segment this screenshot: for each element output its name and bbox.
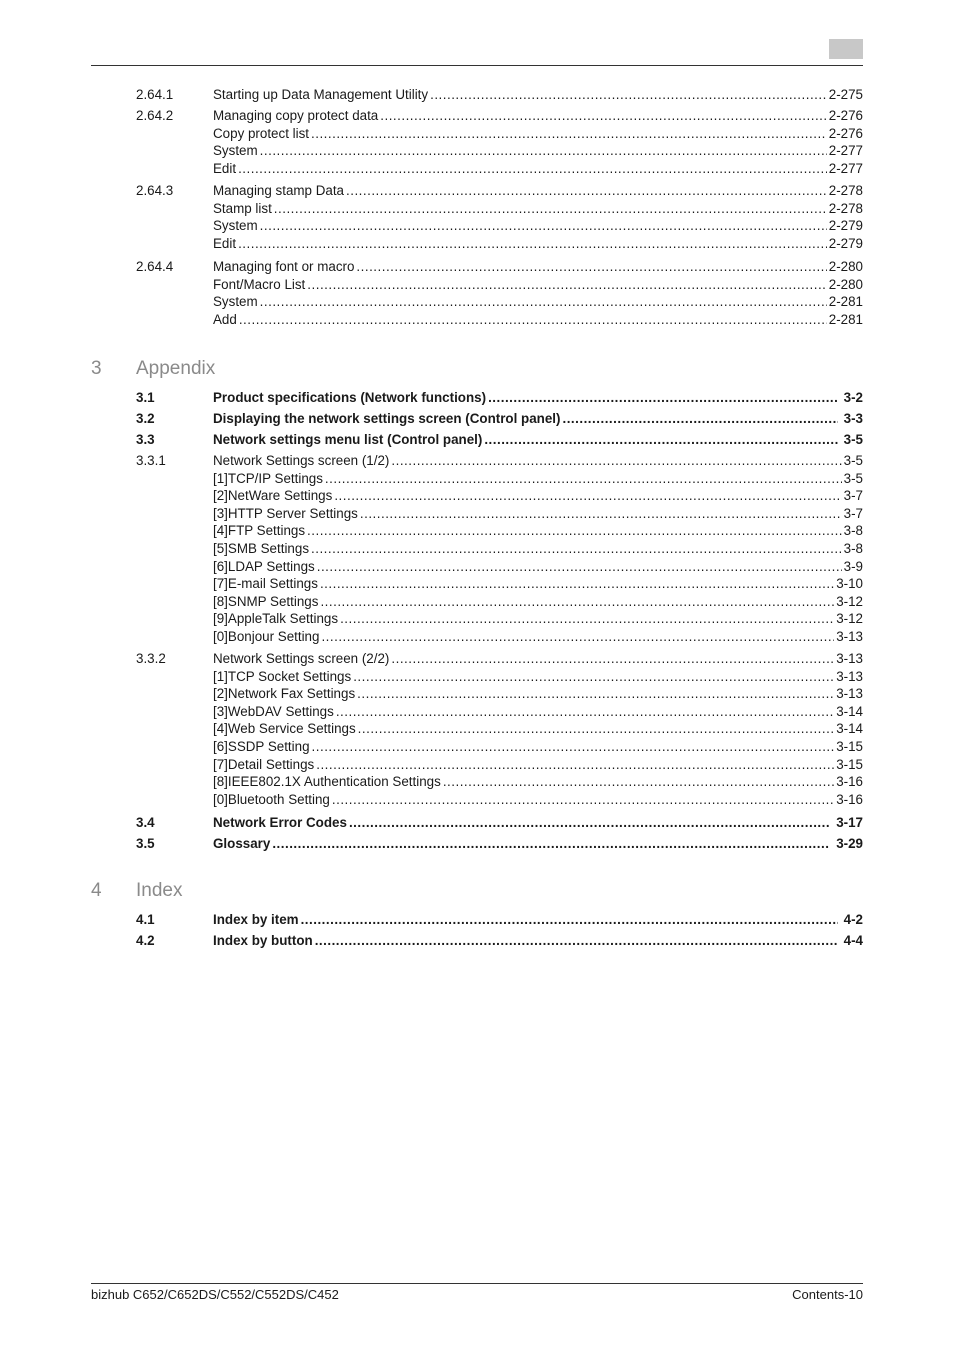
toc-page-number: 3-9 [843, 558, 863, 574]
toc-entry-row [213, 668, 863, 686]
toc-entry-row [213, 756, 863, 774]
toc-entry[interactable] [0, 142, 954, 160]
toc-leader-dots [316, 756, 834, 774]
toc-entry-row [213, 685, 863, 703]
toc-entry-row [213, 86, 863, 104]
toc-entry-row [213, 773, 863, 791]
toc-entry-row [213, 200, 863, 218]
toc-leader-dots [484, 431, 837, 449]
toc-leader-dots [315, 932, 838, 950]
toc-leader-dots [430, 86, 827, 104]
toc-section-number: 3.2 [136, 411, 155, 426]
toc-leader-dots [260, 293, 827, 311]
toc-page-number: 2-279 [828, 235, 863, 251]
toc-entry-title: [2]Network Fax Settings [213, 686, 356, 702]
toc-page-number: 2-280 [828, 276, 863, 292]
toc-entry-row [213, 610, 863, 628]
toc-page-number: 3-8 [843, 540, 863, 556]
toc-entry[interactable] [0, 125, 954, 143]
footer-product-name: bizhub C652/C652DS/C552/C552DS/C452 [91, 1287, 339, 1302]
toc-leader-dots [391, 650, 834, 668]
toc-section-number: 3.5 [136, 836, 155, 851]
toc-page-number: 3-13 [836, 686, 863, 702]
toc-leader-dots [488, 389, 838, 407]
toc-entry-title: Network settings menu list (Control panel) [213, 432, 483, 447]
toc-leader-dots [358, 720, 835, 738]
toc-entry[interactable] [0, 835, 954, 853]
toc-section-number: 2.64.1 [136, 87, 174, 102]
toc-entry[interactable] [0, 540, 954, 558]
chapter-title: Index [136, 880, 183, 901]
toc-leader-dots [238, 160, 827, 178]
toc-entry[interactable] [0, 160, 954, 178]
toc-section [0, 452, 954, 646]
toc-entry-title: [6]LDAP Settings [213, 558, 315, 574]
toc-entry[interactable] [0, 791, 954, 809]
toc-entry[interactable] [0, 217, 954, 235]
toc-entry-title: System [213, 294, 258, 310]
toc-page-number: 3-14 [836, 703, 863, 719]
toc-entry[interactable] [0, 410, 954, 428]
toc-entry-title: Network Settings screen (1/2) [213, 453, 390, 468]
toc-entry-title: Glossary [213, 836, 271, 851]
toc-entry-title: [3]HTTP Server Settings [213, 505, 358, 521]
toc-leader-dots [336, 703, 834, 721]
toc-section-number: 3.3.1 [136, 453, 166, 468]
toc-entry[interactable] [0, 703, 954, 721]
toc-entry[interactable] [0, 773, 954, 791]
toc-page-number: 3-16 [836, 774, 863, 790]
toc-entry-row [213, 720, 863, 738]
toc-entry-row [213, 835, 863, 853]
toc-entry-title: Managing copy protect data [213, 108, 379, 123]
toc-page-number: 2-277 [828, 160, 863, 176]
toc-entry[interactable] [0, 452, 954, 470]
toc-page-number: 4-4 [843, 933, 863, 948]
toc-entry[interactable] [0, 593, 954, 611]
toc-entry-title: [4]FTP Settings [213, 523, 306, 539]
toc-entry[interactable] [0, 182, 954, 200]
toc-section [0, 182, 954, 252]
toc-entry-title: System [213, 218, 258, 234]
toc-leader-dots [307, 276, 826, 294]
toc-entry[interactable] [0, 276, 954, 294]
toc-entry-title: [0]Bonjour Setting [213, 628, 320, 644]
toc-entry[interactable] [0, 668, 954, 686]
toc-section-number: 2.64.3 [136, 183, 174, 198]
toc-entry[interactable] [0, 685, 954, 703]
toc-leader-dots [311, 540, 842, 558]
toc-leader-dots [274, 200, 827, 218]
header-rule [91, 65, 863, 66]
toc-entry-title: Copy protect list [213, 125, 310, 141]
toc-leader-dots [260, 217, 827, 235]
toc-entry-row [213, 932, 863, 950]
toc-leader-dots [346, 182, 827, 200]
toc-entry-row [213, 142, 863, 160]
toc-section [0, 932, 954, 950]
toc-entry-row [213, 389, 863, 407]
toc-leader-dots [332, 791, 834, 809]
toc-page-number: 2-281 [828, 311, 863, 327]
toc-page-number: 3-12 [836, 611, 863, 627]
toc-entry[interactable] [0, 258, 954, 276]
toc-page-number: 3-5 [843, 453, 863, 468]
footer-rule [91, 1283, 863, 1284]
toc-entry[interactable] [0, 107, 954, 125]
toc-entry[interactable] [0, 470, 954, 488]
toc-entry[interactable] [0, 575, 954, 593]
toc-entry-title: System [213, 143, 258, 159]
toc-page-number: 3-16 [836, 791, 863, 807]
toc-entry-row [213, 182, 863, 200]
toc-section-number: 2.64.4 [136, 259, 174, 274]
toc-entry[interactable] [0, 86, 954, 104]
toc-section [0, 814, 954, 832]
chapter-number: 3 [91, 358, 102, 379]
chapter-number: 4 [91, 880, 102, 901]
toc-leader-dots [357, 685, 834, 703]
toc-entry[interactable] [0, 431, 954, 449]
toc-leader-dots [321, 628, 834, 646]
toc-section [0, 410, 954, 428]
toc-leader-dots [260, 142, 827, 160]
toc-entry-title: Stamp list [213, 200, 272, 216]
toc-page-number: 3-12 [836, 593, 863, 609]
toc-leader-dots [325, 470, 842, 488]
toc-page-number: 3-13 [836, 668, 863, 684]
toc-entry-title: Product specifications (Network functions) [213, 390, 487, 405]
toc-entry-row [213, 470, 863, 488]
toc-entry-row [213, 650, 863, 668]
toc-entry-title: [7]E-mail Settings [213, 576, 318, 592]
toc-page-number: 2-279 [828, 218, 863, 234]
toc-page-number: 3-10 [836, 576, 863, 592]
toc-section [0, 835, 954, 853]
toc-page-number: 3-17 [836, 815, 863, 830]
toc-section-number: 4.1 [136, 912, 155, 927]
toc-entry[interactable] [0, 610, 954, 628]
toc-entry-title: [6]SSDP Setting [213, 738, 310, 754]
toc-entry-row [213, 522, 863, 540]
toc-entry-row [213, 593, 863, 611]
toc-entry-title: [8]SNMP Settings [213, 593, 319, 609]
toc-leader-dots [349, 814, 830, 832]
toc-leader-dots [317, 558, 842, 576]
toc-page-number: 3-3 [843, 411, 863, 426]
toc-leader-dots [320, 593, 834, 611]
toc-page-number: 4-2 [843, 912, 863, 927]
toc-section [0, 911, 954, 929]
toc-entry-title: [8]IEEE802.1X Authentication Settings [213, 774, 441, 790]
toc-leader-dots [312, 738, 835, 756]
toc-entry-row [213, 558, 863, 576]
toc-section-number: 3.4 [136, 815, 155, 830]
toc-page-number: 2-278 [828, 183, 863, 198]
toc-entry-title: Edit [213, 235, 237, 251]
header-tab-marker [829, 39, 863, 59]
toc-leader-dots [562, 410, 837, 428]
toc-page-number: 2-277 [828, 143, 863, 159]
chapter-title: Appendix [136, 358, 216, 379]
toc-entry-title: Starting up Data Management Utility [213, 87, 429, 102]
toc-entry-title: Network Settings screen (2/2) [213, 651, 390, 666]
toc-entry-title: [5]SMB Settings [213, 540, 310, 556]
toc-entry[interactable] [0, 738, 954, 756]
toc-entry-row [213, 160, 863, 178]
toc-entry-title: Index by item [213, 912, 299, 927]
toc-page-number: 2-281 [828, 294, 863, 310]
toc-entry[interactable] [0, 932, 954, 950]
toc-entry-row [213, 235, 863, 253]
toc-entry[interactable] [0, 235, 954, 253]
toc-page-number: 3-13 [836, 628, 863, 644]
toc-entry-row [213, 575, 863, 593]
toc-entry[interactable] [0, 293, 954, 311]
toc-entry-row [213, 628, 863, 646]
toc-section-number: 3.3 [136, 432, 155, 447]
toc-page-number: 3-14 [836, 721, 863, 737]
toc-leader-dots [356, 258, 826, 276]
toc-section [0, 431, 954, 449]
toc-leader-dots [360, 505, 842, 523]
toc-page-number: 2-276 [828, 125, 863, 141]
toc-entry[interactable] [0, 558, 954, 576]
toc-entry-row [213, 487, 863, 505]
toc-page-number: 2-278 [828, 200, 863, 216]
toc-entry-row [213, 293, 863, 311]
toc-entry-row [213, 217, 863, 235]
toc-leader-dots [238, 235, 827, 253]
toc-section-number: 3.3.2 [136, 651, 166, 666]
toc-entry-title: Index by button [213, 933, 313, 948]
toc-entry[interactable] [0, 311, 954, 329]
toc-page-number: 3-13 [836, 651, 863, 666]
toc-entry[interactable] [0, 628, 954, 646]
toc-section-number: 2.64.2 [136, 108, 174, 123]
toc-entry-row [213, 540, 863, 558]
toc-entry-row [213, 814, 863, 832]
toc-page-number: 3-7 [843, 488, 863, 504]
toc-leader-dots [239, 311, 827, 329]
toc-page-number: 2-275 [828, 87, 863, 102]
toc-entry[interactable] [0, 505, 954, 523]
toc-section [0, 389, 954, 407]
toc-entry[interactable] [0, 389, 954, 407]
toc-page-number: 3-29 [836, 836, 863, 851]
toc-section [0, 86, 954, 104]
toc-entry-row [213, 452, 863, 470]
toc-entry-title: Displaying the network settings screen (Control panel) [213, 411, 561, 426]
toc-leader-dots [301, 911, 838, 929]
toc-section [0, 258, 954, 328]
toc-entry[interactable] [0, 200, 954, 218]
toc-entry-title: Network Error Codes [213, 815, 347, 830]
toc-entry-row [213, 431, 863, 449]
toc-entry-title: [2]NetWare Settings [213, 488, 333, 504]
toc-entry-title: Font/Macro List [213, 276, 306, 292]
toc-entry[interactable] [0, 522, 954, 540]
toc-section-number: 3.1 [136, 390, 155, 405]
toc-page-number: 3-15 [836, 738, 863, 754]
toc-entry-row [213, 125, 863, 143]
toc-section-number: 4.2 [136, 933, 155, 948]
toc-leader-dots [391, 452, 841, 470]
toc-leader-dots [272, 835, 830, 853]
toc-entry-title: Edit [213, 160, 237, 176]
toc-entry-title: [4]Web Service Settings [213, 721, 356, 737]
toc-entry-row [213, 791, 863, 809]
toc-leader-dots [443, 773, 834, 791]
toc-entry-title: [3]WebDAV Settings [213, 703, 334, 719]
toc-entry-title: [0]Bluetooth Setting [213, 791, 330, 807]
toc-page-number: 2-280 [828, 259, 863, 274]
toc-entry[interactable] [0, 650, 954, 668]
toc-page-number: 2-276 [828, 108, 863, 123]
toc-page-number: 3-5 [843, 470, 863, 486]
toc-entry-row [213, 410, 863, 428]
toc-leader-dots [307, 522, 842, 540]
toc-entry-row [213, 738, 863, 756]
toc-leader-dots [311, 125, 827, 143]
toc-entry-title: [7]Detail Settings [213, 756, 315, 772]
toc-page-number: 3-2 [843, 390, 863, 405]
toc-section [0, 650, 954, 808]
toc-entry-title: Managing font or macro [213, 259, 355, 274]
toc-page-number: 3-8 [843, 523, 863, 539]
toc-page-number: 3-15 [836, 756, 863, 772]
toc-entry-title: [1]TCP/IP Settings [213, 470, 323, 486]
toc-entry-row [213, 505, 863, 523]
toc-entry-title: [9]AppleTalk Settings [213, 611, 339, 627]
toc-entry[interactable] [0, 756, 954, 774]
toc-leader-dots [353, 668, 834, 686]
toc-entry-title: Add [213, 311, 237, 327]
footer-page-number: Contents-10 [792, 1287, 863, 1302]
toc-leader-dots [334, 487, 841, 505]
toc-entry-row [213, 107, 863, 125]
toc-entry[interactable] [0, 720, 954, 738]
toc-entry[interactable] [0, 487, 954, 505]
toc-entry-row [213, 311, 863, 329]
toc-entry-title: Managing stamp Data [213, 183, 345, 198]
toc-entry[interactable] [0, 814, 954, 832]
toc-page-number: 3-7 [843, 505, 863, 521]
toc-entry-row [213, 258, 863, 276]
toc-entry[interactable] [0, 911, 954, 929]
toc-section [0, 107, 954, 177]
toc-entry-row [213, 276, 863, 294]
toc-leader-dots [320, 575, 834, 593]
toc-leader-dots [340, 610, 834, 628]
toc-page-number: 3-5 [843, 432, 863, 447]
toc-entry-row [213, 703, 863, 721]
toc-leader-dots [380, 107, 826, 125]
toc-entry-title: [1]TCP Socket Settings [213, 668, 352, 684]
toc-entry-row [213, 911, 863, 929]
